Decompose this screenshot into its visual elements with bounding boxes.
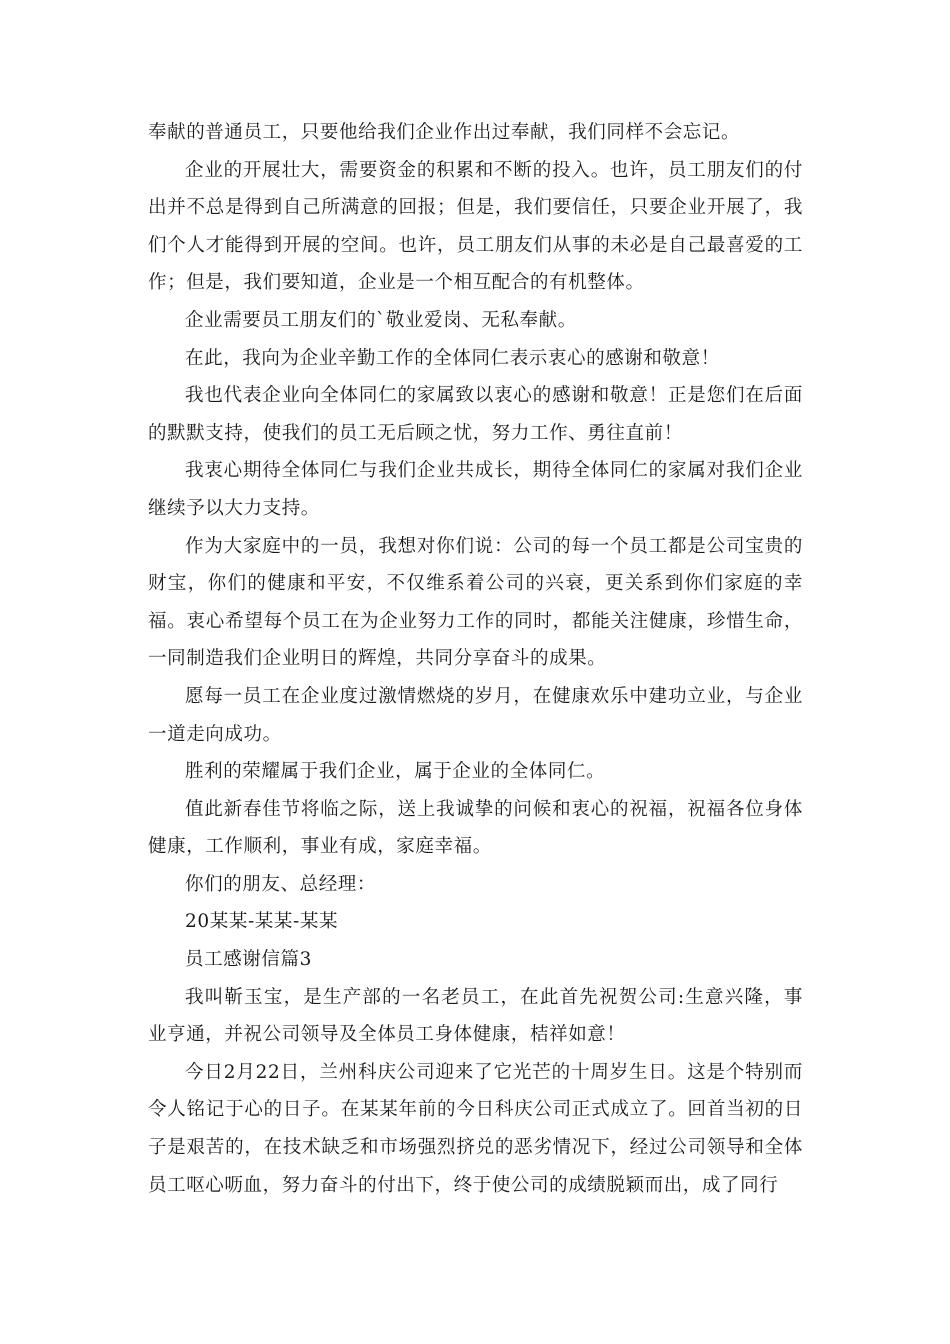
paragraph: 愿每一员工在企业度过激情燃烧的岁月，在健康欢乐中建功立业，与企业一道走向成功。 bbox=[148, 685, 803, 745]
paragraph: 我叫靳玉宝，是生产部的一名老员工，在此首先祝贺公司:生意兴隆，事业亨通，并祝公司领导及全体员工身体健康，桔祥如意！ bbox=[148, 986, 803, 1046]
document-page bbox=[148, 114, 803, 1204]
date-line: 20某某-某某-某某 bbox=[185, 911, 339, 933]
paragraph: 胜利的荣耀属于我们企业，属于企业的全体同仁。 bbox=[185, 761, 606, 783]
signature-line: 你们的朋友、总经理： bbox=[185, 873, 377, 895]
paragraph: 作为大家庭中的一员，我想对你们说：公司的每一个员工都是公司宝贵的财宝，你们的健康和平安，不仅维系着公司的兴衰，更关系到你们家庭的幸福。衷心希望每个员工在为企业努力工作的同时，都能关注健康，珍惜生命，一同制造我们企业明日的辉煌，共同分享奋斗的成果。 bbox=[148, 535, 803, 670]
paragraph: 奉献的普通员工，只要他给我们企业作出过奉献，我们同样不会忘记。 bbox=[148, 122, 741, 143]
section-heading: 员工感谢信篇3 bbox=[185, 949, 312, 971]
paragraph: 今日2月22日，兰州科庆公司迎来了它光芒的十周岁生日。这是个特别而令人铭记于心的日子。在某某年前的今日科庆公司正式成立了。回首当初的日子是艰苦的，在技术缺乏和市场强烈挤兑的恶劣情况下，经过公司领导和全体员工呕心呖血，努力奋斗的付出下，终于使公司的成绩脱颖而出，成了同行 bbox=[148, 1061, 803, 1196]
paragraph: 我衷心期待全体同仁与我们企业共成长，期待全体同仁的家属对我们企业继续予以大力支持。 bbox=[148, 460, 803, 519]
paragraph: 企业的开展壮大，需要资金的积累和不断的投入。也许，员工朋友们的付出并不总是得到自己所满意的回报；但是，我们要信任，只要企业开展了，我们个人才能得到开展的空间。也许，员工朋友们从事的未必是自己最喜爱的工作；但是，我们要知道，企业是一个相互配合的有机整体。 bbox=[148, 159, 803, 294]
paragraph: 值此新春佳节将临之际，送上我诚挚的问候和衷心的祝福，祝福各位身体健康，工作顺利，事业有成，家庭幸福。 bbox=[148, 798, 803, 858]
paragraph: 我也代表企业向全体同仁的家属致以衷心的感谢和敬意！正是您们在后面的默默支持，使我们的员工无后顾之忧，努力工作、勇往直前！ bbox=[148, 385, 803, 444]
paragraph: 企业需要员工朋友们的`敬业爱岗、无私奉献。 bbox=[185, 309, 577, 331]
paragraph: 在此，我向为企业辛勤工作的全体同仁表示衷心的感谢和敬意！ bbox=[185, 347, 720, 369]
